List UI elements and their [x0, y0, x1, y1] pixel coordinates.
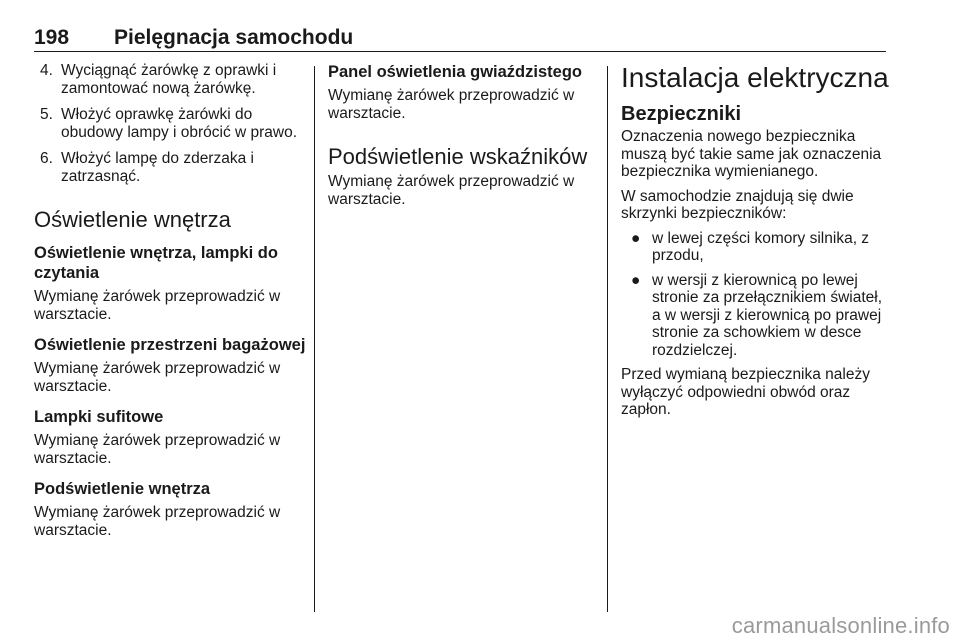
paragraph: Oznaczenia nowego bezpiecznika muszą być takie same jak oznaczenia bezpiecznika wymienianego. — [621, 128, 882, 180]
watermark: carmanualsonline.info — [731, 613, 950, 638]
steps-list — [34, 62, 306, 185]
page-number: 198 — [34, 26, 70, 49]
subsection-text: Wymianę żarówek przeprowadzić w warsztacie. — [328, 87, 575, 122]
column-1 — [34, 62, 306, 539]
list-item — [621, 272, 891, 360]
subsection-text: Wymianę żarówek przeprowadzić w warsztacie. — [34, 504, 281, 539]
fuse-box-list — [621, 230, 891, 360]
column-divider-1 — [314, 66, 315, 612]
list-item — [34, 106, 306, 141]
subsection-text: Wymianę żarówek przeprowadzić w warsztacie. — [34, 288, 281, 323]
subsection-text: Wymianę żarówek przeprowadzić w warsztacie. — [34, 432, 281, 467]
step-number: 6. — [40, 150, 53, 167]
step-text: Wyciągnąć żarówkę z oprawki i zamontować nową żarówkę. — [61, 62, 277, 97]
list-item — [34, 150, 306, 185]
paragraph: W samochodzie znajdują się dwie skrzynki bezpieczników: — [621, 187, 854, 222]
subsection-heading-star-panel: Panel oświetlenia gwiaździstego — [328, 63, 582, 81]
column-2 — [328, 62, 594, 208]
bullet-icon: ● — [631, 229, 641, 247]
step-text: Włożyć lampę do zderzaka i zatrzasnąć. — [61, 150, 254, 185]
subsection-text: Wymianę żarówek przeprowadzić w warsztacie. — [34, 360, 281, 395]
bullet-text: w lewej części komory silnika, z przodu, — [652, 229, 870, 264]
subsection-heading: Oświetlenie przestrzeni bagażowej — [34, 336, 306, 354]
bullet-text: w wersji z kierownicą po lewej stronie za przełącznikiem świateł, a w wersji z kierownicą po prawej stronie za schowkiem w desce rozdzielczej. — [652, 271, 883, 359]
section-heading-instrument-lighting: Podświetlenie wskaźników — [328, 144, 588, 169]
step-number: 4. — [40, 62, 53, 79]
list-item — [621, 230, 891, 265]
section-heading-fuses: Bezpieczniki — [621, 103, 742, 125]
subsection-heading: Oświetlenie wnętrza, lampki do czytania — [34, 244, 278, 282]
subsection-heading: Podświetlenie wnętrza — [34, 480, 211, 498]
step-text: Włożyć oprawkę żarówki do obudowy lampy i obrócić w prawo. — [61, 106, 298, 141]
page-title: Pielęgnacja samochodu — [114, 26, 354, 49]
paragraph: Przed wymianą bezpiecznika należy wyłączyć odpowiedni obwód oraz zapłon. — [621, 366, 870, 418]
header-rule — [34, 51, 886, 52]
column-divider-2 — [607, 66, 608, 612]
bullet-icon: ● — [631, 271, 641, 289]
column-3 — [621, 62, 891, 426]
section-text: Wymianę żarówek przeprowadzić w warsztacie. — [328, 173, 575, 208]
chapter-heading-electrical: Instalacja elektryczna — [621, 62, 889, 93]
section-heading-interior-lighting: Oświetlenie wnętrza — [34, 207, 231, 232]
list-item — [34, 62, 306, 97]
subsection-heading: Lampki sufitowe — [34, 408, 164, 426]
page-header — [34, 26, 886, 50]
step-number: 5. — [40, 106, 53, 123]
